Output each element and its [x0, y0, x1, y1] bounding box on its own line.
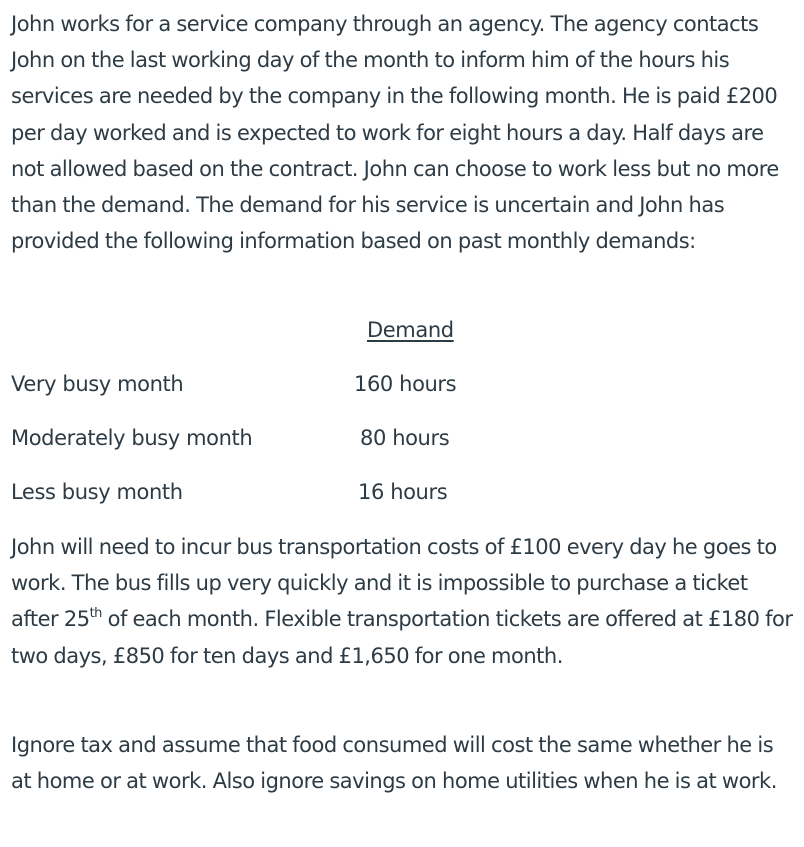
ordinal-suffix: th: [89, 606, 102, 622]
demand-row-value: 80 hours: [360, 426, 450, 450]
intro-paragraph: John works for a service company through an agency. The agency contacts John on the last working day of the month to inform him of the hours his services are needed by the company in the following month. He is paid £200 per day worked and is expected to work for eight hours a day. Half days are not allowed based on the contract. John can choose to work less but no more than the demand. The demand for his service is uncertain and John has provided the following information based on past monthly demands:: [11, 12, 779, 254]
transport-paragraph: [11, 529, 793, 674]
transport-text-part2: of each month. Flexible transportation tickets are offered at £180 for two days, £850 for ten days and £1,650 for one month.: [11, 607, 793, 668]
demand-row-label: Moderately busy month: [11, 426, 253, 450]
assumptions-paragraph: Ignore tax and assume that food consumed will cost the same whether he is at home or at work. Also ignore savings on home utilities when he is at work.: [11, 733, 777, 794]
demand-row-value: 16 hours: [358, 480, 448, 504]
demand-column-header: Demand: [367, 318, 454, 342]
demand-row-label: Very busy month: [11, 372, 184, 396]
transport-text-part1: John will need to incur bus transportation costs of £100 every day he goes to work. The bus fills up very quickly and it is impossible to purchase a ticket after 25: [11, 535, 777, 632]
demand-row-label: Less busy month: [11, 480, 183, 504]
demand-row-value: 160 hours: [354, 372, 457, 396]
